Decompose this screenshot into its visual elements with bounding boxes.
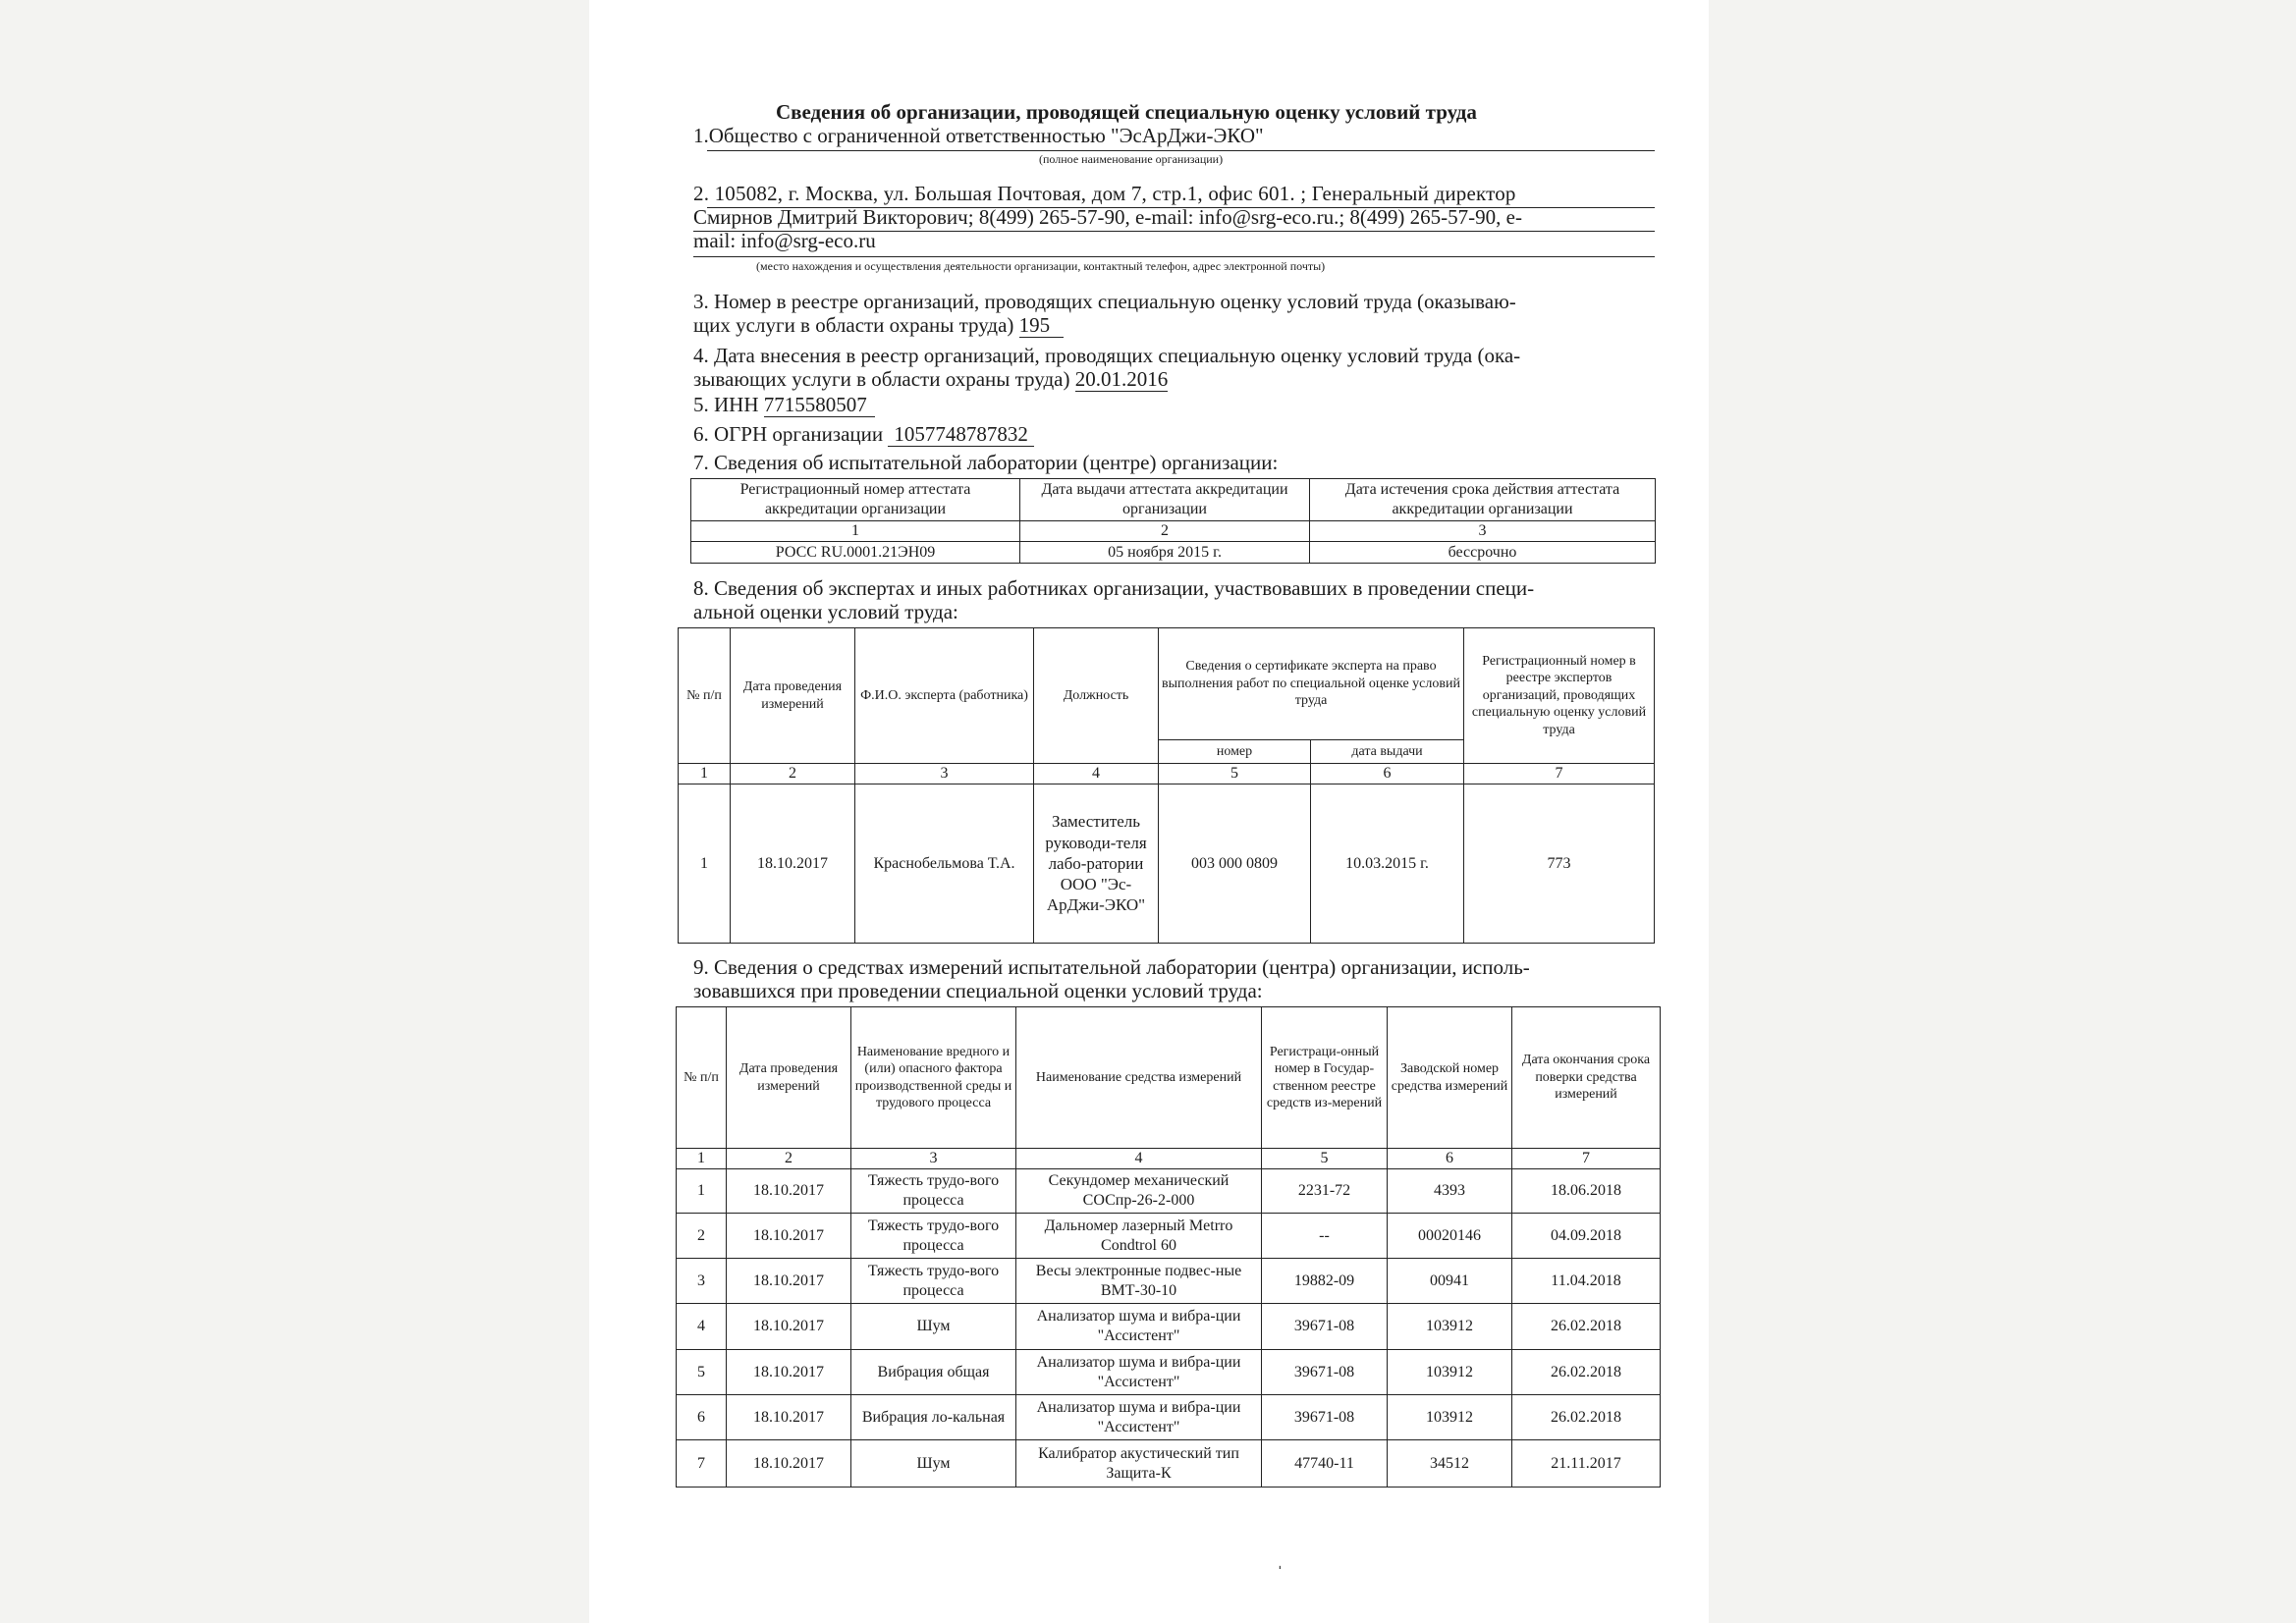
table8-col-number: 1 [679,764,731,784]
table9-col-number: 5 [1262,1149,1388,1169]
table9-cell-serial: 00941 [1388,1259,1512,1304]
item2-line3: mail: info@srg-eco.ru [693,229,876,252]
table9-cell-factor: Шум [851,1440,1016,1488]
table9-row [677,1214,1661,1259]
table8-cell-date: 18.10.2017 [731,784,855,944]
item8-heading1: 8. Сведения об экспертах и иных работниках организации, участвовавших в проведении специ- [693,576,1535,600]
item1-underline [707,150,1655,151]
table9-header: Наименование средства измерений [1016,1007,1262,1149]
table9-row [677,1169,1661,1214]
table9-cell-date: 18.10.2017 [727,1169,851,1214]
table7-header: Регистрационный номер аттестата аккредитации организации [691,479,1020,521]
item5-value: 7715580507 [764,393,875,417]
item3-value: 195 [1019,313,1065,338]
table9-cell-date: 18.10.2017 [727,1304,851,1350]
item6-value: 1057748787832 [888,422,1034,447]
table8-cell-position: Заместитель руководи-теля лабо-ратории ООО "Эс-АрДжи-ЭКО" [1034,784,1159,944]
item6-label: 6. ОГРН организации [693,422,884,446]
table7-col-number: 2 [1020,521,1310,542]
table9-header: Заводской номер средства измерений [1388,1007,1512,1149]
table8-col-number: 3 [855,764,1034,784]
table9-cell-num: 5 [677,1350,727,1395]
table9-cell-factor: Шум [851,1304,1016,1350]
table9-cell-factor: Тяжесть трудо-вого процесса [851,1259,1016,1304]
table9-cell-expiry: 26.02.2018 [1512,1395,1661,1440]
item5-line [693,393,875,417]
table8-header-num: № п/п [679,628,731,764]
table9-cell-expiry: 21.11.2017 [1512,1440,1661,1488]
table9-header: Регистраци-онный номер в Государ-ственном реестре средств из-мерений [1262,1007,1388,1149]
table9-cell-instrument: Калибратор акустический тип Защита-К [1016,1440,1262,1488]
table7-col-number: 1 [691,521,1020,542]
table9-cell-reg: 47740-11 [1262,1440,1388,1488]
scan-mark: ˈ [1277,1563,1284,1585]
table9-cell-factor: Тяжесть трудо-вого процесса [851,1214,1016,1259]
table8-header-fio: Ф.И.О. эксперта (работника) [855,628,1034,764]
table8-row [679,784,1655,944]
item2-address: 105082, г. Москва, ул. Большая Почтовая, дом 7, стр.1, офис 601. ; Генеральный директор [714,182,1516,205]
table9-cell-num: 1 [677,1169,727,1214]
table9-cell-reg: 19882-09 [1262,1259,1388,1304]
item1-name: Общество с ограниченной ответственностью "ЭсАрДжи-ЭКО" [708,124,1264,147]
table9-cell-factor: Вибрация общая [851,1350,1016,1395]
item5-label: 5. ИНН [693,393,759,416]
table9-cell-serial: 00020146 [1388,1214,1512,1259]
table9-cell-expiry: 26.02.2018 [1512,1304,1661,1350]
table9-cell-expiry: 26.02.2018 [1512,1350,1661,1395]
table9-cell-serial: 34512 [1388,1440,1512,1488]
table9-cell-reg: 2231-72 [1262,1169,1388,1214]
table9-cell-instrument: Анализатор шума и вибра-ции "Ассистент" [1016,1304,1262,1350]
table9-cell-reg: 39671-08 [1262,1395,1388,1440]
item3-line1: 3. Номер в реестре организаций, проводящих специальную оценку условий труда (оказываю- [693,290,1516,313]
table8-cell-num: 1 [679,784,731,944]
table9-col-number: 2 [727,1149,851,1169]
item4-line1: 4. Дата внесения в реестр организаций, проводящих специальную оценку условий труда (ока- [693,344,1521,367]
table9-cell-date: 18.10.2017 [727,1259,851,1304]
table9-cell-serial: 103912 [1388,1395,1512,1440]
item6-line [693,422,1034,447]
item4-label: зывающих услуги в области охраны труда) [693,367,1070,391]
table7-cell: 05 ноября 2015 г. [1020,542,1310,564]
item2-prefix: 2. [693,182,710,205]
item9-heading1: 9. Сведения о средствах измерений испытательной лаборатории (центра) организации, исполь- [693,955,1530,979]
lab-accreditation-table [690,478,1656,564]
table7-cell: РОСС RU.0001.21ЭН09 [691,542,1020,564]
table9-col-number: 1 [677,1149,727,1169]
table9-cell-date: 18.10.2017 [727,1214,851,1259]
table9-cell-date: 18.10.2017 [727,1440,851,1488]
table8-header-cert-date: дата выдачи [1311,740,1464,764]
table9-cell-expiry: 11.04.2018 [1512,1259,1661,1304]
item1-line [693,124,1264,148]
item4-line2 [693,367,1168,392]
table8-header-cert-num: номер [1159,740,1311,764]
table9-cell-serial: 103912 [1388,1350,1512,1395]
table8-header-cert: Сведения о сертификате эксперта на право выполнения работ по специальной оценке условий труда [1159,628,1464,740]
table8-col-number: 7 [1464,764,1655,784]
table7-col-number: 3 [1310,521,1656,542]
table8-cell-fio: Краснобельмова Т.А. [855,784,1034,944]
table8-header-date: Дата проведения измерений [731,628,855,764]
table8-header-reg: Регистрационный номер в реестре экспертов организаций, проводящих специальную оценку условий труда [1464,628,1655,764]
item3-line2 [693,313,1064,338]
table9-cell-instrument: Весы электронные подвес-ные ВМТ-30-10 [1016,1259,1262,1304]
table8-header-position: Должность [1034,628,1159,764]
table9-row [677,1259,1661,1304]
table9-cell-reg: 39671-08 [1262,1350,1388,1395]
table8-cell-cert-date: 10.03.2015 г. [1311,784,1464,944]
item2-caption: (место нахождения и осуществления деятельности организации, контактный телефон, адрес электронной почты) [756,259,1326,273]
instruments-table [676,1006,1661,1488]
table9-header: № п/п [677,1007,727,1149]
item4-value: 20.01.2016 [1074,367,1169,391]
document-title: Сведения об организации, проводящей специальную оценку условий труда [776,100,1477,124]
item3-label: щих услуги в области охраны труда) [693,313,1014,337]
table9-cell-instrument: Дальномер лазерный Metrro Condtrol 60 [1016,1214,1262,1259]
table9-cell-serial: 103912 [1388,1304,1512,1350]
table9-col-number: 4 [1016,1149,1262,1169]
table9-cell-serial: 4393 [1388,1169,1512,1214]
table9-cell-reg: -- [1262,1214,1388,1259]
table7-cell: бессрочно [1310,542,1656,564]
table9-col-number: 7 [1512,1149,1661,1169]
table9-cell-date: 18.10.2017 [727,1395,851,1440]
item8-heading2: альной оценки условий труда: [693,600,958,623]
table9-cell-instrument: Анализатор шума и вибра-ции "Ассистент" [1016,1395,1262,1440]
table9-header: Наименование вредного и (или) опасного фактора производственной среды и трудового процесса [851,1007,1016,1149]
item7-heading: 7. Сведения об испытательной лаборатории (центре) организации: [693,451,1279,474]
table9-row [677,1350,1661,1395]
table9-cell-date: 18.10.2017 [727,1350,851,1395]
table8-cell-reg: 773 [1464,784,1655,944]
table9-cell-num: 2 [677,1214,727,1259]
item1-caption: (полное наименование организации) [1039,152,1224,166]
table9-cell-num: 3 [677,1259,727,1304]
table7-header: Дата выдачи аттестата аккредитации организации [1020,479,1310,521]
table9-col-number: 6 [1388,1149,1512,1169]
item2-line2: Смирнов Дмитрий Викторович; 8(499) 265-57-90, e-mail: info@srg-eco.ru.; 8(499) 265-57-90, e- [693,205,1522,229]
table9-cell-reg: 39671-08 [1262,1304,1388,1350]
item9-heading2: зовавшихся при проведении специальной оценки условий труда: [693,979,1263,1002]
table9-cell-instrument: Анализатор шума и вибра-ции "Ассистент" [1016,1350,1262,1395]
table9-row [677,1395,1661,1440]
table9-cell-factor: Тяжесть трудо-вого процесса [851,1169,1016,1214]
table8-col-number: 4 [1034,764,1159,784]
table9-cell-expiry: 18.06.2018 [1512,1169,1661,1214]
table9-cell-instrument: Секундомер механический СОСпр-26-2-000 [1016,1169,1262,1214]
table9-cell-num: 7 [677,1440,727,1488]
table9-row [677,1440,1661,1488]
table8-col-number: 6 [1311,764,1464,784]
item1-prefix: 1. [693,124,709,147]
table9-header: Дата проведения измерений [727,1007,851,1149]
table8-col-number: 2 [731,764,855,784]
table9-cell-num: 6 [677,1395,727,1440]
table9-cell-factor: Вибрация ло-кальная [851,1395,1016,1440]
table9-cell-expiry: 04.09.2018 [1512,1214,1661,1259]
table9-header: Дата окончания срока поверки средства измерений [1512,1007,1661,1149]
experts-table [678,627,1655,944]
table9-cell-num: 4 [677,1304,727,1350]
item2-underline3 [693,256,1655,257]
table8-cell-cert-num: 003 000 0809 [1159,784,1311,944]
table9-row [677,1304,1661,1350]
item2-line1 [693,182,1516,206]
table8-col-number: 5 [1159,764,1311,784]
table9-col-number: 3 [851,1149,1016,1169]
table7-header: Дата истечения срока действия аттестата аккредитации организации [1310,479,1656,521]
